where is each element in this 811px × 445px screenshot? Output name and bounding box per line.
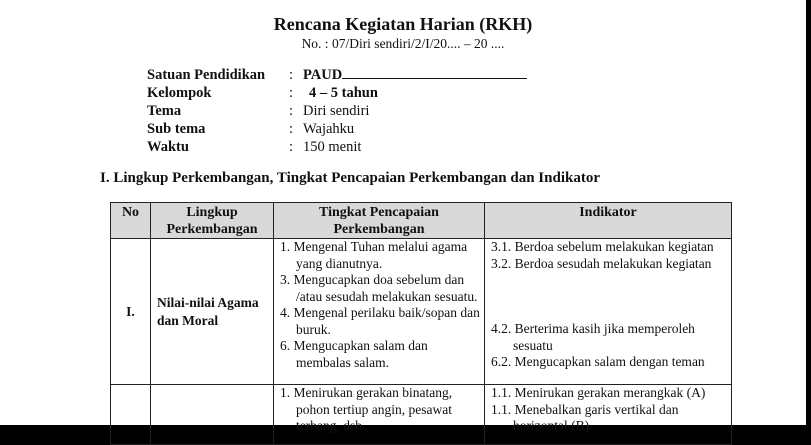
row-indikator [485, 385, 732, 445]
row-lingkup: Nilai-nilai Agama dan Moral [151, 239, 274, 385]
list-item: 6. Mengucapkan salam dan membalas salam. [280, 338, 428, 370]
row-tingkat [274, 385, 485, 445]
info-colon: : [289, 121, 294, 137]
list-item: 3. Mengucapkan doa sebelum dan /atau sesudah melakukan sesuatu. [280, 272, 478, 304]
info-value [303, 66, 527, 84]
info-colon: : [289, 139, 294, 155]
list-item: 4.2. Berterima kasih jika memperoleh sesuatu [491, 321, 695, 353]
row-number: I. [111, 239, 151, 385]
table-row [111, 239, 732, 385]
info-label: Waktu [147, 139, 189, 155]
info-value: Wajahku [303, 121, 355, 137]
header-tingkat: Tingkat Pencapaian Perkembangan [274, 203, 485, 239]
list-item: 1.1. Menirukan gerakan merangkak (A) [491, 385, 706, 400]
header-lingkup: Lingkup Perkembangan [151, 203, 274, 239]
section-heading: I. Lingkup Perkembangan, Tingkat Pencapaian Perkembangan dan Indikator [100, 170, 600, 186]
info-colon: : [289, 85, 294, 101]
info-value: 150 menit [303, 139, 362, 155]
list-item: 1.1. Menebalkan garis vertikal dan horizontal (B) [491, 401, 679, 433]
info-label: Satuan Pendidikan [147, 67, 266, 83]
info-colon: : [289, 103, 294, 119]
document-number: No. : 07/Diri sendiri/2/I/20.... – 20 .... [301, 36, 505, 51]
info-label: Kelompok [147, 85, 212, 101]
list-item: 1. Menirukan gerakan binatang, pohon tertiup angin, pesawat terbang, dsb. [280, 385, 453, 433]
spacer [485, 272, 731, 321]
row-indikator [485, 239, 732, 385]
info-value-text: PAUD [303, 67, 343, 83]
list-item: 1. Mengenal Tuhan melalui agama yang dianutnya. [280, 239, 468, 271]
info-value: Diri sendiri [303, 103, 370, 119]
development-table [110, 202, 732, 445]
header-indikator: Indikator [485, 203, 732, 239]
document-title: Rencana Kegiatan Harian (RKH) [273, 14, 533, 34]
info-value: 4 – 5 tahun [309, 85, 378, 101]
list-item: 3.1. Berdoa sebelum melakukan kegiatan [491, 239, 714, 254]
row-tingkat [274, 239, 485, 385]
header-no: No [111, 203, 151, 239]
info-label: Sub tema [147, 121, 206, 137]
list-item: 6.2. Mengucapkan salam dengan teman [491, 354, 705, 369]
info-colon: : [289, 67, 294, 83]
fill-in-underline [342, 66, 527, 79]
row-number [111, 385, 151, 445]
list-item: 4. Mengenal perilaku baik/sopan dan buruk. [280, 305, 480, 337]
row-lingkup [151, 385, 274, 445]
table-row [111, 385, 732, 445]
list-item: 3.2. Berdoa sesudah melakukan kegiatan [491, 255, 712, 271]
info-label: Tema [147, 103, 182, 119]
table-header-row [111, 203, 732, 239]
